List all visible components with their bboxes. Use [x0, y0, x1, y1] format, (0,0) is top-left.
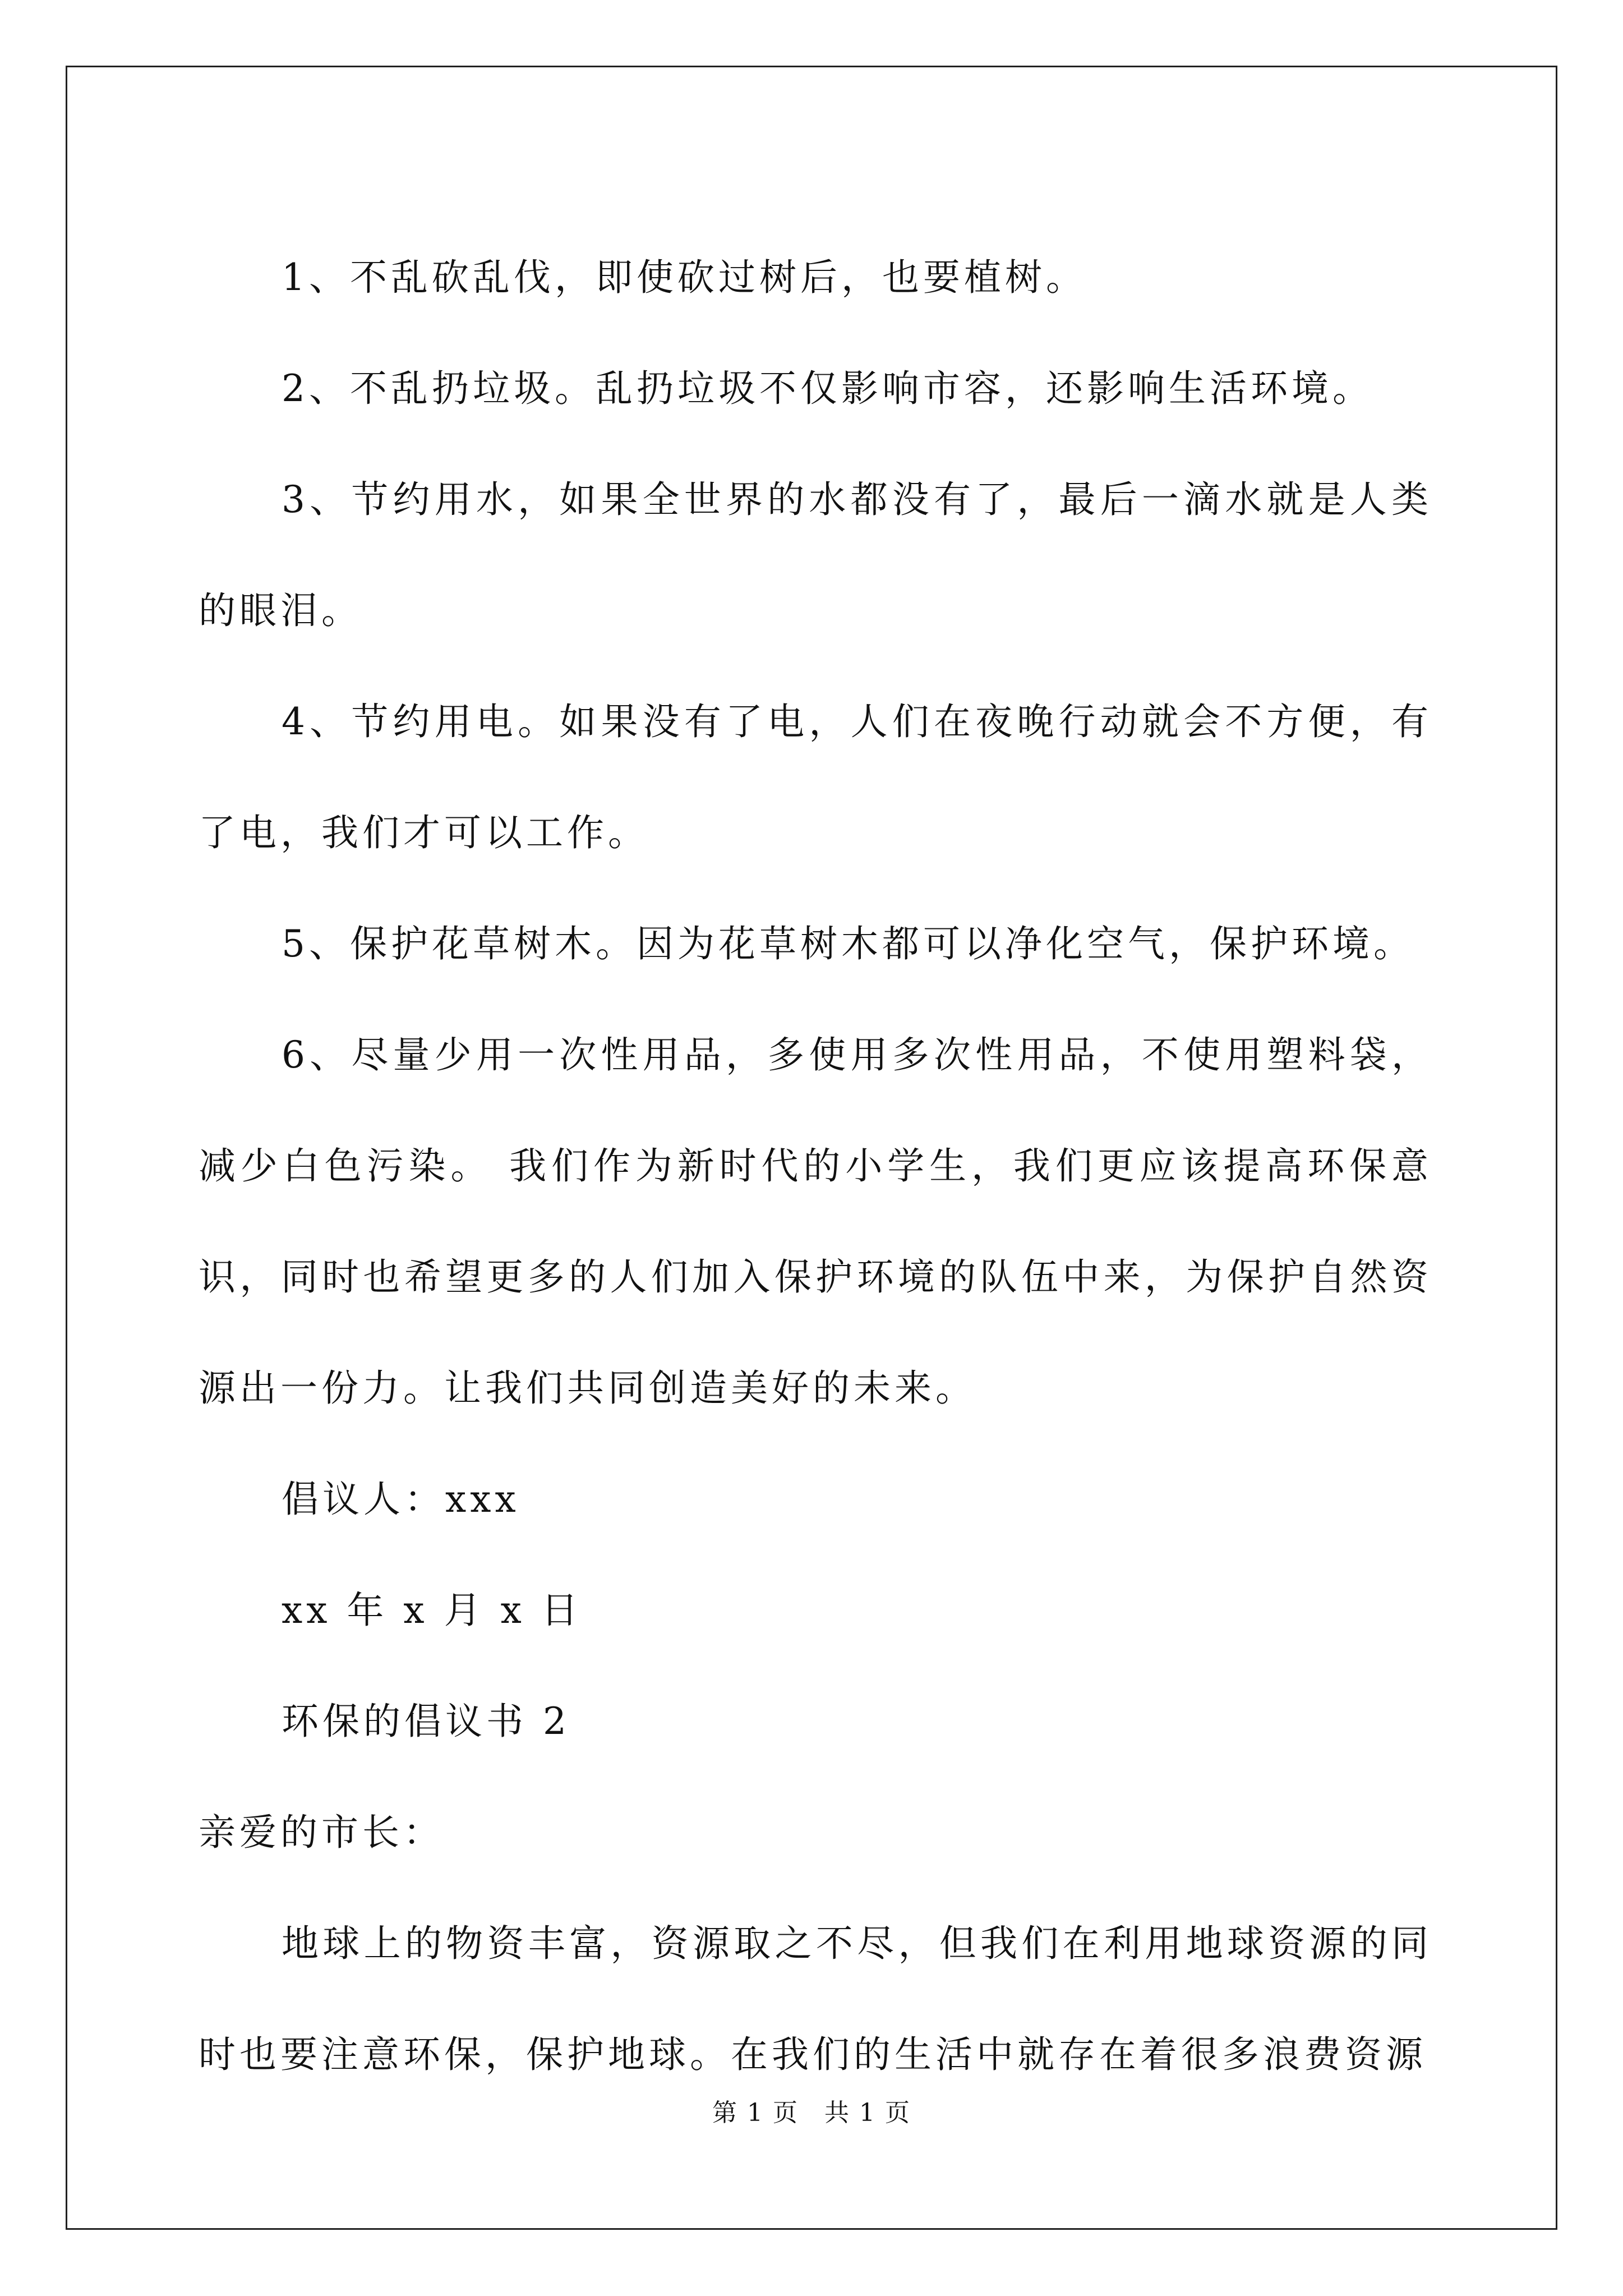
document-body	[199, 222, 1432, 2110]
salutation: 亲爱的市长：	[199, 1811, 444, 1854]
paragraph-item-5: 5、保护花草树木。因为花草树木都可以净化空气，保护环境。	[282, 922, 1414, 965]
paragraph-item-6: 6、尽量少用一次性用品，多使用多次性用品，不使用塑料袋，减少白色污染。 我们作为新时代的小学生，我们更应该提高环保意识，同时也希望更多的人们加入保护环境的队伍中来，为保护自然资源出一份力。让我们共同创造美好的未来。	[199, 1033, 1432, 1410]
page-footer: 第 1 页 共 1 页	[712, 2099, 911, 2127]
body-paragraph: 地球上的物资丰富，资源取之不尽，但我们在利用地球资源的同时也要注意环保，保护地球。在我们的生活中就存在着很多浪费资源	[199, 1922, 1432, 2076]
paragraph-item-3: 3、节约用水，如果全世界的水都没有了，最后一滴水就是人类的眼泪。	[199, 478, 1432, 632]
paragraph-item-4: 4、节约用电。如果没有了电，人们在夜晚行动就会不方便，有了电，我们才可以工作。	[199, 700, 1432, 854]
section-heading: 环保的倡议书 2	[282, 1700, 570, 1743]
date-line: xx 年 x 月 x 日	[282, 1589, 582, 1632]
paragraph-item-2: 2、不乱扔垃圾。乱扔垃圾不仅影响市容，还影响生活环境。	[282, 367, 1373, 410]
proposer-line: 倡议人：xxx	[282, 1478, 520, 1521]
paragraph-item-1: 1、不乱砍乱伐，即使砍过树后，也要植树。	[282, 256, 1087, 299]
